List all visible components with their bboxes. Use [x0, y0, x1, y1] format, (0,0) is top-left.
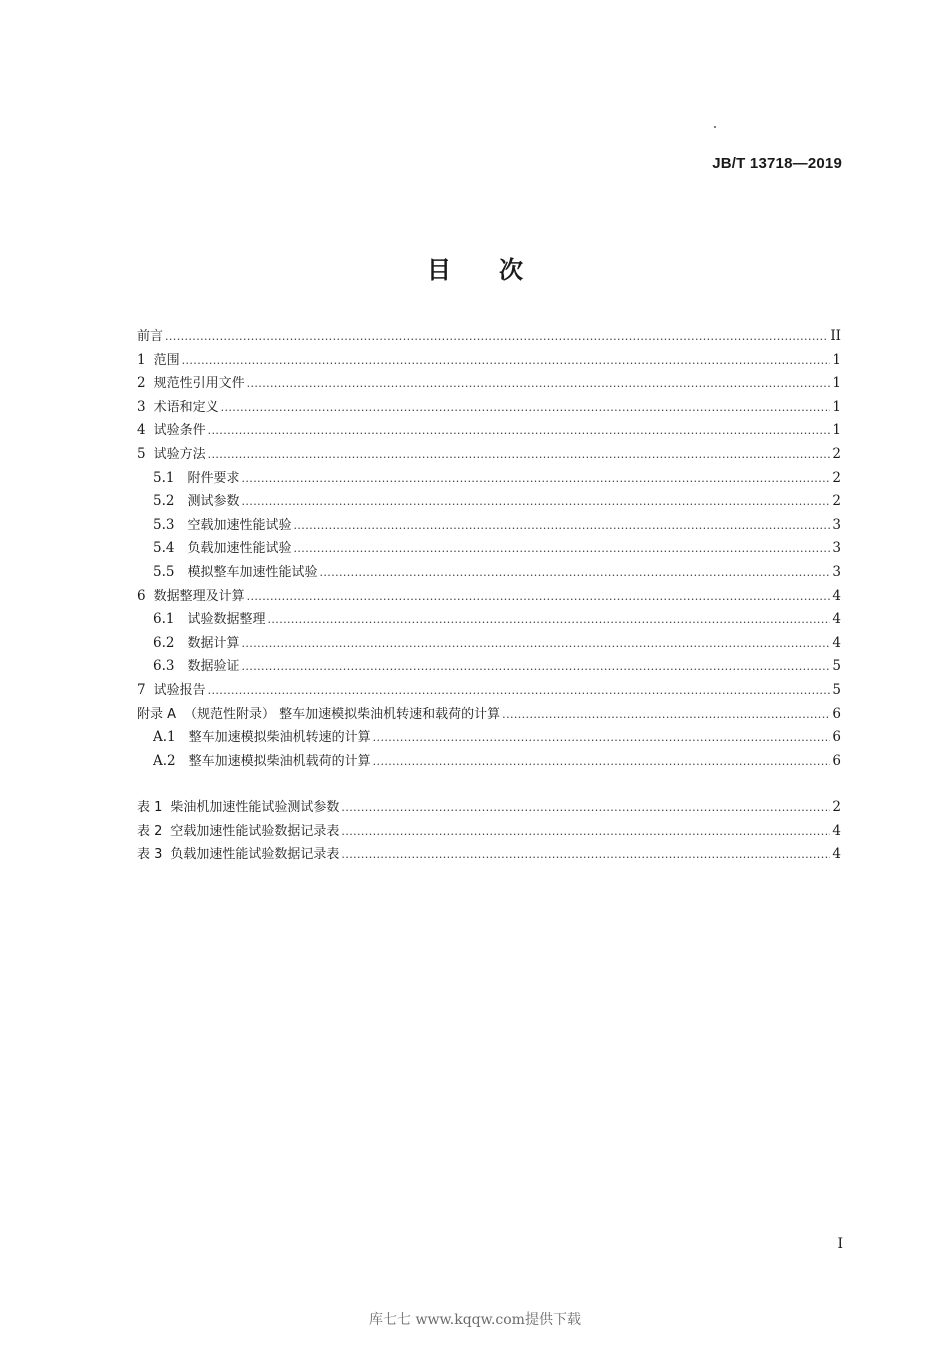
toc-row-6-2[interactable] [137, 632, 841, 656]
toc-number: 5.3 [153, 516, 175, 533]
toc-label: 规范性引用文件 [153, 376, 245, 392]
toc-label: 整车加速模拟柴油机转速的计算 [188, 730, 371, 746]
toc-label: 整车加速模拟柴油机载荷的计算 [188, 753, 371, 769]
toc-row-2[interactable] [137, 372, 841, 396]
toc-page: 1 [832, 351, 841, 368]
table-number: 表 3 [137, 847, 163, 863]
toc-number: 6.1 [153, 611, 175, 628]
toc-row-5-5[interactable] [137, 561, 841, 585]
toc-page: 3 [832, 516, 841, 533]
toc-label: 负载加速性能试验 [187, 541, 292, 557]
toc-page: 3 [832, 540, 841, 557]
toc-row-6-3[interactable] [137, 655, 841, 679]
table-list-row-2[interactable] [137, 820, 841, 844]
toc-leader [208, 679, 831, 703]
toc-leader [373, 750, 831, 774]
toc-leader [373, 726, 831, 750]
toc-page: 6 [832, 729, 841, 746]
toc-page: 3 [832, 563, 841, 580]
table-list-row-1[interactable] [137, 796, 841, 820]
toc-leader [242, 490, 831, 514]
toc-page: 4 [832, 611, 841, 628]
table-number: 表 1 [137, 800, 163, 816]
toc-leader [268, 608, 831, 632]
toc-label: 范围 [153, 352, 180, 368]
toc-number: A.2 [153, 752, 176, 769]
toc-leader [242, 655, 831, 679]
toc-leader [341, 796, 830, 820]
toc-leader [341, 843, 830, 867]
toc-number: 3 [137, 398, 146, 415]
toc-number: A.1 [153, 729, 176, 746]
toc-leader [221, 396, 831, 420]
table-label: 空载加速性能试验数据记录表 [170, 823, 340, 839]
toc-row-preface[interactable] [137, 325, 841, 349]
toc-leader [182, 349, 831, 373]
toc-label: 试验方法 [153, 446, 206, 462]
toc-number: 5.5 [153, 563, 175, 580]
toc-page: 5 [832, 681, 841, 698]
toc-number: 5 [137, 445, 146, 462]
toc-leader [208, 419, 831, 443]
toc-page: 1 [832, 422, 841, 439]
toc-number: 4 [137, 422, 146, 439]
toc-page: 6 [832, 752, 841, 769]
toc-row-4[interactable] [137, 419, 841, 443]
toc-leader [294, 514, 831, 538]
toc-row-6-1[interactable] [137, 608, 841, 632]
toc-page: 2 [832, 469, 841, 486]
table-label: 负载加速性能试验数据记录表 [170, 847, 340, 863]
toc-number: 附录 A [137, 706, 177, 722]
toc-page: II [830, 328, 841, 344]
toc-page: 4 [832, 822, 841, 839]
table-list-row-3[interactable] [137, 843, 841, 867]
toc-label: 前言 [137, 329, 164, 344]
toc-label: 附件要求 [187, 470, 240, 486]
toc-label: 试验数据整理 [187, 612, 266, 628]
page-number: I [837, 1236, 843, 1252]
toc-leader [320, 561, 831, 585]
scan-speck [714, 126, 716, 128]
toc-label: （规范性附录） 整车加速模拟柴油机转速和载荷的计算 [184, 706, 501, 722]
page-title: 目次 [427, 256, 571, 284]
toc-label: 术语和定义 [153, 399, 219, 415]
toc-label: 数据计算 [187, 635, 240, 651]
toc-page: 4 [832, 634, 841, 651]
table-of-contents [137, 325, 841, 867]
toc-row-1[interactable] [137, 349, 841, 373]
toc-row-7[interactable] [137, 679, 841, 703]
toc-page: 6 [832, 705, 841, 722]
toc-leader [294, 537, 831, 561]
toc-label: 模拟整车加速性能试验 [187, 564, 318, 580]
toc-label: 空载加速性能试验 [187, 517, 292, 533]
toc-row-a-1[interactable] [137, 726, 841, 750]
toc-leader [242, 467, 831, 491]
table-number: 表 2 [137, 823, 163, 839]
toc-label: 测试参数 [187, 494, 240, 510]
toc-label: 数据验证 [187, 659, 240, 675]
toc-row-3[interactable] [137, 396, 841, 420]
toc-row-6[interactable] [137, 585, 841, 609]
toc-page: 1 [832, 398, 841, 415]
toc-label: 数据整理及计算 [153, 588, 245, 604]
toc-leader [165, 325, 828, 349]
toc-number: 1 [137, 351, 146, 368]
toc-row-appendix-a[interactable] [137, 703, 841, 727]
toc-page: 1 [832, 375, 841, 392]
toc-leader [341, 820, 830, 844]
toc-row-a-2[interactable] [137, 750, 841, 774]
toc-leader [502, 703, 830, 727]
toc-number: 6.2 [153, 634, 175, 651]
toc-row-5[interactable] [137, 443, 841, 467]
toc-number: 2 [137, 375, 146, 392]
toc-leader [208, 443, 831, 467]
toc-row-5-3[interactable] [137, 514, 841, 538]
toc-row-5-2[interactable] [137, 490, 841, 514]
toc-number: 6.3 [153, 658, 175, 675]
toc-page: 4 [832, 846, 841, 863]
toc-page: 2 [832, 445, 841, 462]
toc-page: 5 [832, 658, 841, 675]
standard-code: JB/T 13718—2019 [712, 155, 842, 172]
toc-row-5-1[interactable] [137, 467, 841, 491]
toc-leader [247, 372, 831, 396]
toc-number: 5.2 [153, 493, 175, 510]
table-label: 柴油机加速性能试验测试参数 [170, 800, 340, 816]
toc-page: 4 [832, 587, 841, 604]
toc-label: 试验报告 [153, 682, 206, 698]
toc-leader [242, 632, 831, 656]
toc-number: 6 [137, 587, 146, 604]
toc-page: 2 [832, 493, 841, 510]
toc-number: 7 [137, 681, 146, 698]
toc-row-5-4[interactable] [137, 537, 841, 561]
download-footer: 库七七 www.kqqw.com提供下载 [369, 1312, 581, 1328]
toc-number: 5.1 [153, 469, 175, 486]
toc-label: 试验条件 [153, 423, 206, 439]
toc-number: 5.4 [153, 540, 175, 557]
toc-page: 2 [832, 799, 841, 816]
toc-leader [247, 585, 831, 609]
